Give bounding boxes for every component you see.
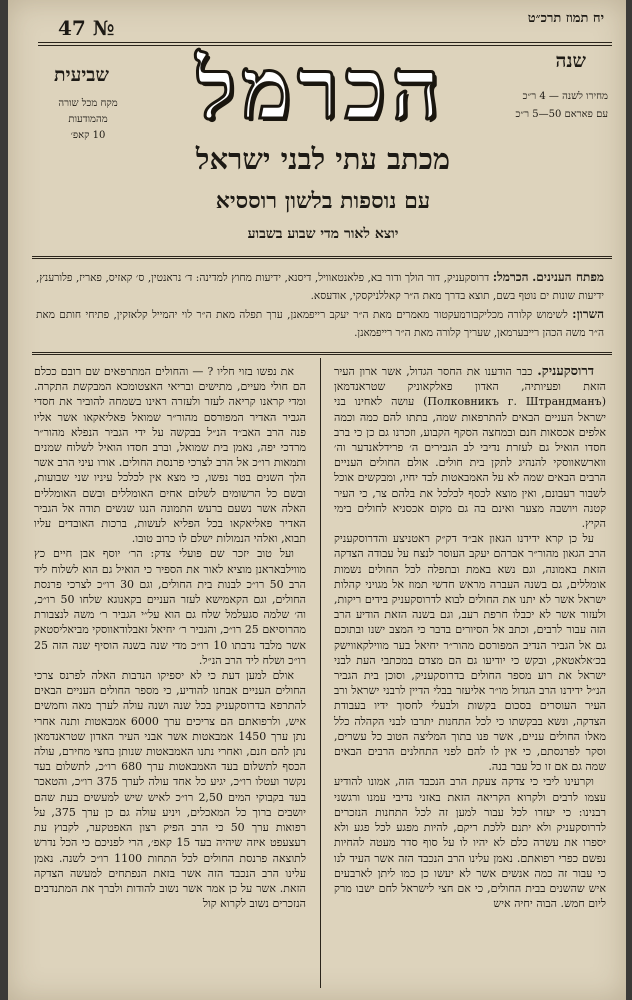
article-text: כבר הודענו את החסר הגדול, אשר ארון העיר הזאת ופעיותיה, האדון פאלקאוניק שטראנדמאן (Полковникъ г. Штрандманъ) עושה לאחינו בני ישראל העניים הבאים להתרפאות שמה, בתתו להם כמה וכמה אלפים אכסאות חנם ובמחצה הסקף הקבוע, וזכרנו גם כן כי ברב חסדו הואיל גם לעזרת נדיבי לב הגבירים ה׳ פרידלאנדער וה׳ ווארשאווסקי להנהיג לתקן בית חולים. אולם החולים העניים הרבים הבאים שמה לא על האמבאטות לבד יחיו, ומבקשים אוכל לשבור רעבונם, ואין מוצא לכסף לכלכל את בלהם צר, כי העיר קטנה ויושבה מצער ואינם בה גם מקום אכסניא לחולים בימי הקיץ. xyxy=(334,365,606,531)
issue-number: 47 № xyxy=(58,16,115,40)
masthead-title: הכרמל xyxy=(196,39,446,138)
price-with-post: עם פאראם 50—5 ר״כ xyxy=(515,109,608,120)
article-column-left xyxy=(34,364,306,988)
table-of-contents xyxy=(36,268,604,342)
date-line: יח תמוז תרכ״ט xyxy=(527,11,604,26)
supplement-line: עם נוספות בלשון רוססיא xyxy=(215,188,431,214)
article-paragraph: על כן קרא ידידנו הגאון אב״ד דק״ק ראטניצע והדרוסקעניק הרב הגאון מהור״ר אברהם יעקב העוסר לנצח על עבודה הצדקה הזאת באמונה, וגם נשא באמת ובתפלה לכל החולים נשמות אומללים, גם בשנה העברה מראש חדשי תמוז אל מגויני קהלות ישראל אשר לא יתנו את החולים לבוא לדרוסקעניק בידים ריקות, ולעזור אשר לא יכבלו חרפת רעב, וגם בשנה הזאת הודיע הרב הזה עבור לרבים, וכתב אל הסיורים בדבר כי המצב ישנו ובתוכם גם אל הגביר הנדיב המפורסם מהור״ר יחיאל בער מווילקאווישק בכ׳אלאטאק, ובקש כי יודיעו גם הם מצדם במכתבי העת לבני ישראל את רוע מספר החולים בדרוסקעניק, וסוכן בית הגביר הנ״ל ידידנו הרב הגדול מו״ר אליעזר בבלי הדיין לרבני ישראל ורב העיר העוסרים בסכום בקשות ולבעלי לחסוך ידיו בעבודת הצדקה, ונשא בבקשתו כי לכל התחנות יתרבו לבני הקהלה כלל מאלו החולים עניים, אשר פנו בתוך המליצה הטוב כל עשרים, וסקר לפרנסתם, כי אין לו להם לפני התחלנים הרבים הבאים שמה גם אם זו כל עבר בנה. xyxy=(334,532,606,774)
article-paragraph: את נפשו בזוי חליו ? — והחולים המתרפאים שם רובם ככלם הם חולי מעיים, מתישים ובריאי האצטומכא המבקשת התקרה. ומדי קראנו קריאה לעזר ולעזרה ראינו בשמחה להוביר את חסדי הגביר האדיר המפורסם מהור״ר שמואל פאליאקאו אשר אליו פנה הרב האב״ד הנ״ל בבקשה על ידי הגביר הנפלא מהור״ר מרדכי יפה, נאמן בית שמואל, וברב חסדו הואיל לשלוח שמנים ותמאות רו״כ אל הרב לצרכי פרנסת החולים. אורו עיני הרב אשר הלך השנים בטר נפשו, כי מצא אין לכלכל עיניו שני שבועות, ובשם כל הרשומים לשלום אחים האומללים ובשם האומללים האלה אשר נשעם ברעש התמונה הנגו שנשים תודה אל הגביר האדיר פאליאקאו בכל הפליא לעשות, ברכות האובדים עליו תבוא, ואלהי הנמולות ישלם לו כרוב טובו. xyxy=(34,365,306,546)
toc-rule-top xyxy=(32,256,612,259)
article-paragraph: ועל טוב יזכר שם פועלי צדק: הר׳ יוסף אבן חיים כץ מווילבאראנן מוציא לאור את הספיר כי הואיל גם הוא לשלוח ליד הרב 50 רו״כ לבנות בית החולים, וגם 30 רו״כ לצרכי פרנסת החולים, וגם הקאמישא לעזר העניים בקאנוגא שלחו 50 רו״כ, וה׳ שלמה סגעלמל שלח גם הוא על״י הגביר ר׳ משה לנצבורת מהרוסיאם 25 רו״כ, והגביר ר׳ יחיאל זאבלודאווסקי מביאליסטאק אשר מלבד נדבתו 10 רו״כ מדי שנה בשנה הוסיף שנה הזה 25 רו״כ ושלח ליד הרב הנ״ל. xyxy=(34,547,306,667)
ad-price-value: 10 קאפ׳ xyxy=(70,130,106,141)
newspaper-page xyxy=(8,0,626,1000)
price-annual: מחירו לשנה — 4 ר״כ xyxy=(522,91,608,102)
toc-label: מפתח הענינים. xyxy=(532,270,605,284)
toc-hashron-label: השרון: xyxy=(572,307,604,321)
price-right xyxy=(508,88,608,124)
article-column-right xyxy=(334,364,606,988)
article-paragraph: אולם למען דעת כי לא יספיקו הנדבות האלה לפרנס צרכי החולים העניים אבחנו להודיע, כי מספר החולים העניים הבאים להתרפא בדרוסקעניק בכל שנה ושנה עולה לערך מאה וחמשים איש, ולרפואתם הם צריכים ערך 6000 אמבאטות ותנה אחרי נתן ערך 1450 אמבאטות אשר אבני העיר האדון שטראנדמאן נתן להם חנם, ואחרי נתנו האמבאטות שנותן בחצי מחירם, עולה הכסף לתשלום בעד האמבאטות ערך 680 רו״כ, לתשלום בעד נקשר ועטלו רו״כ, יגיע כל אחד עולה לערך 375 רו״כ, והטאכר בעד בקבוקי המים 2,50 רו״כ לאיש שיש למעשים בעת שהם יושבים ברוך כל המאכלים, ויניע עולה גם כן ערך 375, על רפואות ערך 50 כי הרב הפיק רצון האפטקער, לקבוץ עת רעצעפט איזה שיהיה בעד 15 קאפ׳, הרי לפניכם כי הכל נדרש לתוצאה פרנסת החולים לכל התחות 1100 רו״כ לשנה. נאמן עלינו הרב הנכבד הזה אשר בזאת הנפתחים למעשה הצדקה הזאת. אשר על כן אמר אשר נשוב להודות ולברך את המתנדבים הנזכרים נשוב לקרוא קול xyxy=(34,669,306,911)
toc-rule-bottom xyxy=(32,352,612,355)
column-divider xyxy=(320,358,321,988)
year-ordinal: שביעית xyxy=(54,64,109,86)
toc-carmel-text: דרוסקעניק, דור הולך ודור בא, פלאנטאוויל, דיסנא, ידיעות מחוץ למדינה: ד׳ נראנטין, ס׳ קאזיס, פאריז, פלורענץ, ידיעות שונות ים נוטף בשם, תוצא בדרך מאת ה״ר קאללניקסקי, אודעסא. xyxy=(36,272,604,302)
toc-carmel-label: הכרמל: xyxy=(492,270,529,284)
article-paragraph: וקרעינו ליבי כי צדקה צעקת הרב הנכבד הזה, אמונו להודיע עצמו לרבים ולקרוא הקריאה הזאת באזני נדיבי עמנו ורגשני רבנינו: כי יעזרו לכל עבור למען זה לכל התחנות הנזכרים לדרוסקעניק ולא יתנם ללכת ריקם, להיות מפגע לכל פגע ולא יספרו את עשרה כלם לא יהיו לו על סוף סדר מעטה להחיות נפשם כפרי רפואתם. נאמן עלינו הרב הנכבד הזה אשר העיד לנו כי עבור זה כמה אנשים אשר לא יעשו כן כמו ליתן לארבעים איש שהשנים בבית החולים, כי אם חצי לישראל לחם ישבו מרק ליום חמש. הבוה יחיה איש xyxy=(334,775,606,911)
price-left xyxy=(38,96,138,144)
frequency-line: יוצא לאור מדי שבוע בשבוע xyxy=(247,226,399,242)
year-word: שנה xyxy=(555,50,586,72)
ad-price-label: מקח מכל שורה מהמודעות xyxy=(58,98,118,125)
subtitle: מכתב עתי לבני ישראל xyxy=(195,142,451,176)
toc-hashron-text: לשימוש קלורה מכליקבורמעקטור מאמרים מאת ה״ר יעקב רייפמאנן, ערך תפלה מאת ה״ר לוי יהמייל קלאזקין, פתיחי חותם מאת ה״ר משה הכהן רייבערמאן, שעריך קלורה מאת ה״ר רייפמאנן. xyxy=(36,309,604,339)
article-paragraph xyxy=(334,364,606,531)
article-place: דרוסקעניק. xyxy=(537,364,595,379)
